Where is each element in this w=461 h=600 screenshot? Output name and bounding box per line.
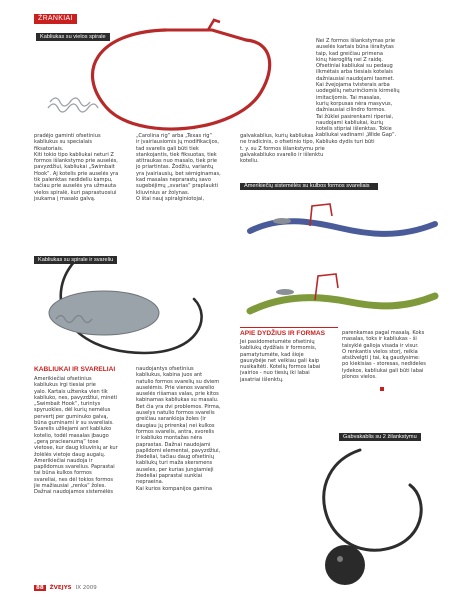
spiral-hook-image — [36, 12, 306, 144]
mid-column-text: naudojantys ofsetinius kabliukus, kabina juos ant natulio formos svarelių su dviem auselėmis. Prie vienos svarelio auselės rišamas valas, prie kitos kabinamas kabliukas su masalu. Bet čia yra dvi problemos. Pirma, auselys natulio formos svarelis greičiau sarankioja žoles (ir daugiau jų prirenka) nei kulkos formos svarelis, antra, svorelis ir kabliuko montažas nėra paprastas. Dažnai naudojami papildomi elementai, pavyzdžiui, žiedeliai, tačiau daug ofsetinių kabliukų turi maža skersmens auseles, per kurias jungiamieji žiedeliai paprastai sunkiai nepraeina. Kai kurios kompanijos gamina — [136, 366, 221, 492]
page-number: 88 — [36, 585, 44, 591]
col3-text: galvakablius, kurių kabliukas - ne tradicinis, o ofsetinio tipo, t. y. su Z formos išlankstymu prie galvakabliuko svarelio ir išlenktu koteliu. — [240, 133, 325, 165]
page-footer — [34, 585, 97, 591]
divider — [240, 327, 338, 328]
end-marker — [380, 387, 384, 391]
col2-text: „Carolina rig“ arba „Texas rig“ ir įvairiausiomis jų modifikacijos, tad svarelis gali būti tiek stankojantis, tiek fiksuotas, tiek atitraukas nuo masalo, tiek prie jo priartintas. Žodžiu, variantų yra įvairiausių, bet sėmiginamas, kad masalas neprarastų savo sugebėjimų „svarias“ praplaukti kliuvinius ar žolynas. O štai nauj spiralginiotojai, — [136, 133, 221, 202]
label-spiral-hook: Kabliukas su vielos spirale — [36, 33, 110, 41]
weighted-spiral-hook-image — [34, 257, 234, 365]
section-heading-kabliukai: KABLIUKAI IR SVARELIAI — [34, 366, 116, 373]
apie-text: Jei pasidometumėte ofsetinių kabliukų dydžiais ir formomis, pamatytumėte, kad šioje gausybėje net veikiau gali kaip nusikaltėti. Kotelių formos labai įvairios - nuo tiesių iki labai jasatriai išlenktų. — [240, 339, 321, 383]
label-jig-hook: Gabvakablis su 2 žilankstymu — [339, 433, 421, 441]
magazine-name: ŽVEJYS — [49, 585, 72, 591]
size-text: parenkamas pagal masalą. Koks masalas, toks ir kabliukas - ši taisyklė galioja visada ir visur. O renkantis vielos storį, reikia atsižvelgti į tai, ką gaudysime: po kiekisias - storesas, nedideles lydekos, kabliukai gali būti labai plonos vielos. — [342, 330, 426, 381]
worms-image — [240, 176, 440, 326]
label-weighted-spiral: Kabliukas su spirale ir svareliu — [34, 256, 117, 264]
section-tag: ŽRANKIAI — [34, 14, 77, 24]
intro-right-text: Nei Z formos išlankstymas prie auselės kartais būna išraitytas taip, kad greičiau primena kinų hieroglifą nei Z raidę. Ofsetiniai kabliukai su pedaug ilkmėtais arba tiesiais kotelais dažniausiai naudojami tasmet. Kai žvejojama tvisterais arba uodegėlių neturinčiomis kirmėlių imitacijomis. Tai masalas, kurių korpusas nėra masyvus, dažniausiai cilindro formos. Tai žūklei pasirenkami riperiai, naudojami kabliukai, kurių kotelis stipriai išlenktas. Tokie kabliukai vadinami „Wide Gap“. Kabliuko dydis turi būti — [316, 38, 400, 145]
col1-text: pradėjo gaminti ofsetinius kabliukus su specialais fiksatoriais. Kiti tokio tipo kabliukai neturi Z formos išlankstymo prie auselės, pavyzdžiui, kabliukai „Swimbait Hook“. Aj kotelis prie auselės yra tik palenktas nedideliu kampu, tačiau prie auselės yra užmauta vielos spiralė, kuri paprastuosiui jsukama į masalo galvą. — [34, 133, 119, 202]
label-worms: Amerikiečių sistemėlės su kulbos formos svareliais — [240, 183, 378, 190]
issue: IX 2009 — [75, 585, 97, 591]
jig-hook-image — [260, 440, 440, 590]
section-heading-apie: APIE DYDŽIUS IR FORMAS — [240, 330, 325, 337]
kabliukai-text: Amerikiečiai ofsetinius kabliukus irgi tiesiai prie yalo. Kartais užtenka vien tik kabliuko, nes, pavyzdžiui, minėti „Swimbait Hook“, turintys spyruokles, dėl kurių nemėlus pervertį per guminuko galvą, būna guminami ir su svareliais. Svarelis užliejami ant kabliuko kotelio, todėl masalas įbaugo „gerą pracieanumą“ tose vietose, kur daug kliuvinių ar kur žolėlės vietoje daug augalų. Amerikiečiai naudoja ir papildomus svarelius. Paprastai tai būna kulkos formos svareliai, nes dėl tokios formos jie mažiausiai „renka“ žoles. Dažnai naudojamos sistemėlės — [34, 376, 118, 496]
